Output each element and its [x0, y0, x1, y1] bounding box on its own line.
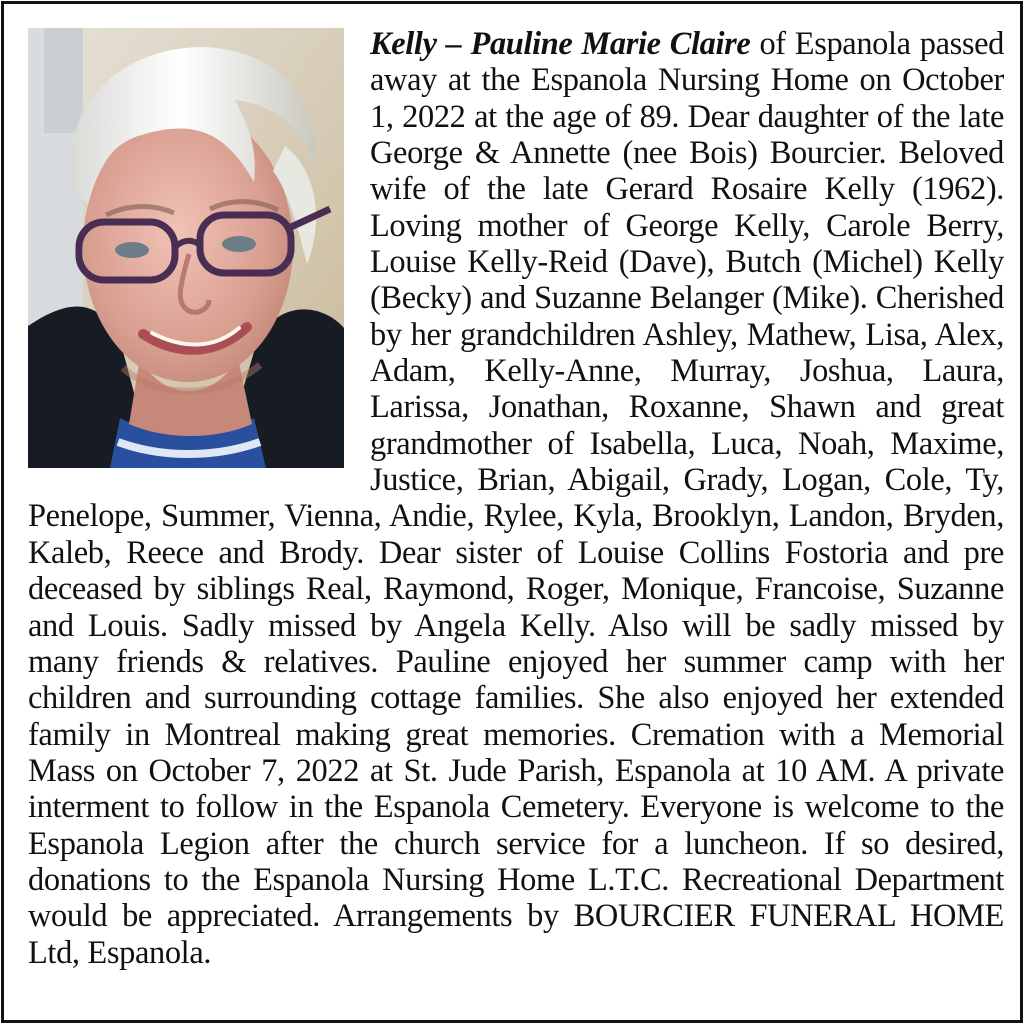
photo-eye-right	[222, 236, 256, 252]
obituary-text-block	[28, 26, 1004, 971]
obituary-notice-frame	[1, 1, 1023, 1023]
hall-door-frame	[44, 28, 83, 133]
obituary-name: Kelly – Pauline Marie Claire	[370, 26, 751, 62]
photo-face	[83, 110, 293, 382]
portrait-photo	[28, 28, 344, 468]
portrait-photo-icon	[28, 28, 344, 468]
obituary-body-text: of Espanola passed away at the Espanola Nursing Home on October 1, 2022 at the age of 89. Dear daughter of the late George & Annette (nee Bois) Bourcier. Beloved wife of the late Gerard Rosaire Kelly (1962). Loving mother of George Kelly, Carole Berry, Louise Kelly-Reid (Dave), Butch (Michel) Kelly (Becky) and Suzanne Belanger (Mike). Cherished by her grandchildren Ashley, Mathew, Lisa, Alex, Adam, Kelly-Anne, Murray, Joshua, Laura, Larissa, Jonathan, Roxanne, Shawn and great grandmother of Isabella, Luca, Noah, Maxime, Justice, Brian, Abigail, Grady, Logan, Cole, Ty, Penelope, Summer, Vienna, Andie, Rylee, Kyla, Brooklyn, Landon, Bryden, Kaleb, Reece and Brody. Dear sister of Louise Collins Fostoria and pre deceased by siblings Real, Raymond, Roger, Monique, Francoise, Suzanne and Louis. Sadly missed by Angela Kelly. Also will be sadly missed by many friends & relatives. Pauline enjoyed her summer camp with her children and surrounding cottage families. She also enjoyed her extended family in Montreal making great memories. Cremation with a Memorial Mass on October 7, 2022 at St. Jude Parish, Espanola at 10 AM. A private interment to follow in the Espanola Cemetery. Everyone is welcome to the Espanola Legion after the church service for a luncheon. If so desired, donations to the Espanola Nursing Home L.T.C. Recreational Department would be appreciated. Arrangements by BOURCIER FUNERAL HOME Ltd, Espanola.	[28, 26, 1004, 971]
photo-eye-left	[115, 242, 149, 258]
